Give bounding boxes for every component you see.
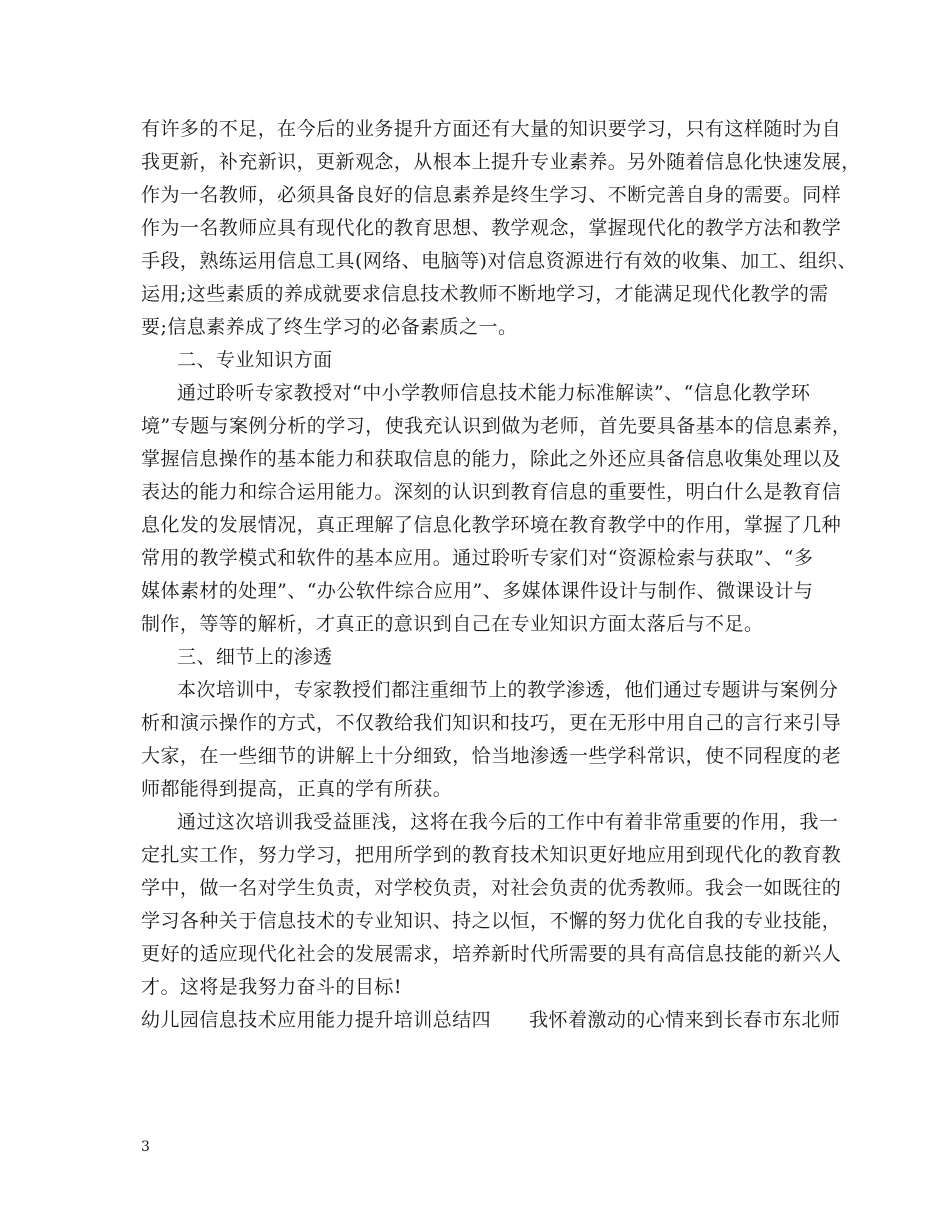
- text-line: 我更新，补充新识，更新观念，从根本上提升专业素养。另外随着信息化快速发展，: [141, 151, 861, 173]
- text-line: 学习各种关于信息技术的专业知识、持之以恒，不懈的努力优化自我的专业技能，: [141, 910, 842, 932]
- text-line: 学中，做一名对学生负责，对学校负责，对社会负责的优秀教师。我会一如既往的: [141, 877, 842, 899]
- text-line: 析和演示操作的方式，不仅教给我们知识和技巧，更在无形中用自己的言行来引导: [141, 712, 842, 734]
- text-line: 大家，在一些细节的讲解上十分细致，恰当地渗透一些学科常识，使不同程度的老: [141, 745, 842, 767]
- text-line: 作为一名教师，必须具备良好的信息素养是终生学习、不断完善自身的需要。同样: [141, 184, 842, 206]
- text-line: 要;信息素养成了终生学习的必备素质之一。: [141, 316, 518, 338]
- text-line: 手段，熟练运用信息工具(网络、电脑等)对信息资源进行有效的收集、加工、组织、: [141, 250, 857, 272]
- document-body: [141, 113, 861, 1037]
- text-line: 作为一名教师应具有现代化的教育思想、教学观念，掌握现代化的教学方法和教学: [141, 217, 842, 239]
- text-line: [141, 1004, 841, 1037]
- text-line: 有许多的不足，在今后的业务提升方面还有大量的知识要学习，只有这样随时为自: [141, 118, 842, 140]
- text-line: 制作，等等的解析，才真正的意识到自己在专业知识方面太落后与不足。: [141, 613, 764, 635]
- text-line: 更好的适应现代化社会的发展需求，培养新时代所需要的具有高信息技能的新兴人: [141, 943, 842, 965]
- text-line: 媒体素材的处理”、“办公软件综合应用”、多媒体课件设计与制作、微课设计与: [141, 580, 814, 602]
- text-line: 才。这将是我努力奋斗的目标!: [141, 976, 402, 998]
- text-line: 通过这次培训我受益匪浅，这将在我今后的工作中有着非常重要的作用，我一: [177, 811, 839, 833]
- text-line: 掌握信息操作的基本能力和获取信息的能力，除此之外还应具备信息收集处理以及: [141, 448, 842, 470]
- text-line: 常用的教学模式和软件的基本应用。通过聆听专家们对“资源检索与获取”、“多: [141, 547, 814, 569]
- section-heading: 三、细节上的渗透: [177, 646, 333, 668]
- page-number: 3: [141, 1139, 150, 1155]
- text-line: 息化发的发展情况，真正理解了信息化教学环境在教育教学中的作用，掌握了几种: [141, 514, 842, 536]
- text-line: 境”专题与案例分析的学习，使我充认识到做为老师，首先要具备基本的信息素养，: [141, 415, 852, 437]
- text-line: 表达的能力和综合运用能力。深刻的认识到教育信息的重要性，明白什么是教育信: [141, 481, 842, 503]
- text-line: 师都能得到提高，正真的学有所获。: [141, 778, 453, 800]
- text-line: 运用;这些素质的养成就要求信息技术教师不断地学习，才能满足现代化教学的需: [141, 283, 829, 305]
- text-line: 本次培训中，专家教授们都注重细节上的教学渗透，他们通过专题讲与案例分: [177, 679, 839, 701]
- text-line: 通过聆听专家教授对“中小学教师信息技术能力标准解读”、“信息化教学环: [177, 382, 811, 404]
- next-section-title: 幼儿园信息技术应用能力提升培训总结四: [141, 1009, 492, 1031]
- section-heading: 二、专业知识方面: [177, 349, 333, 371]
- next-section-opening: 我怀着激动的心情来到长春市东北师: [529, 1009, 841, 1031]
- text-line: 定扎实工作，努力学习，把用所学到的教育技术知识更好地应用到现代化的教育教: [141, 844, 842, 866]
